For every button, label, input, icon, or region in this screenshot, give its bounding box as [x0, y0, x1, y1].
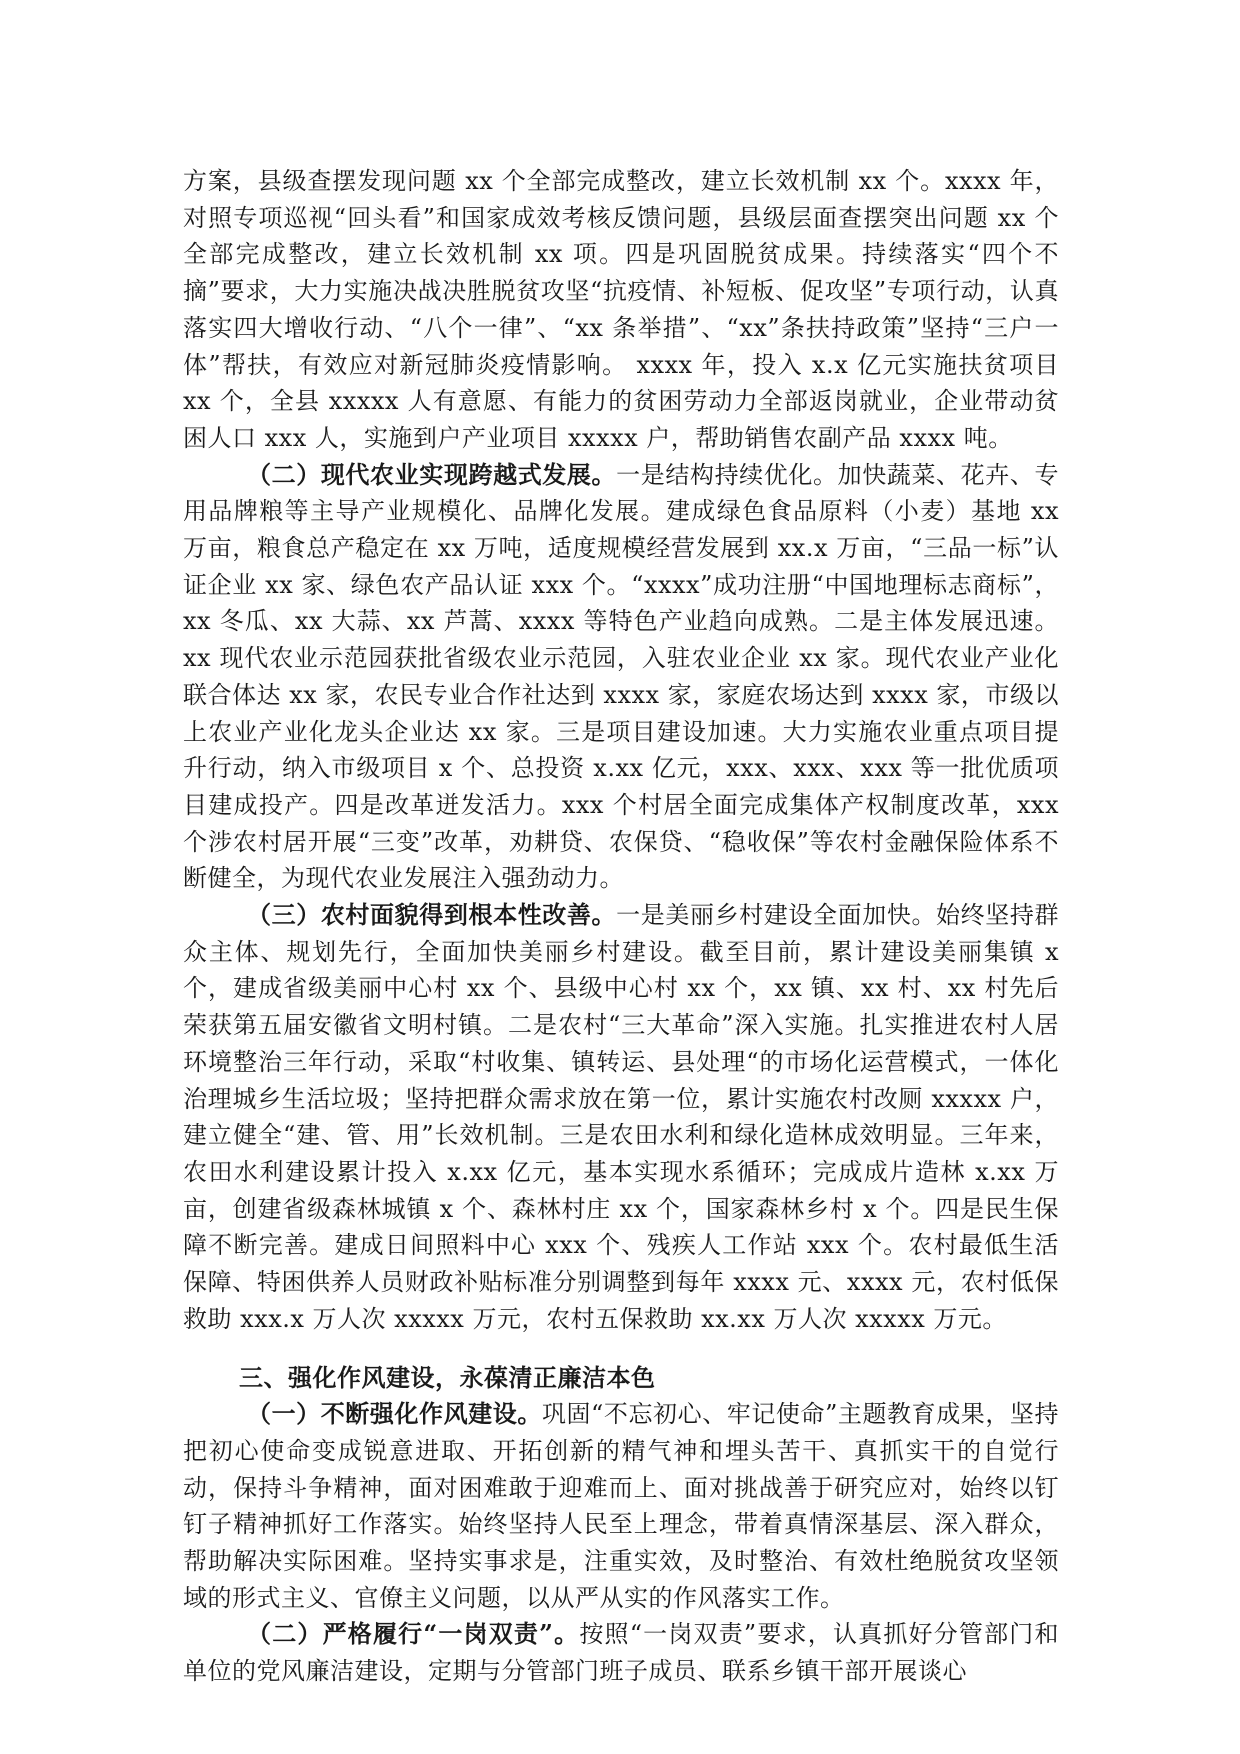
- paragraph-lead: （二）现代农业实现跨越式发展。: [247, 459, 617, 489]
- paragraph-rural-improvement: [183, 897, 1059, 1337]
- paragraph-poverty-results: [183, 163, 1059, 457]
- paragraph-text: 一是美丽乡村建设全面加快。始终坚持群众主体、规划先行，全面加快美丽乡村建设。截至目前，累计建设美丽集镇 x 个，建成省级美丽中心村 xx 个、县级中心村 xx 个，xx 镇、xx 村、xx 村先后荣获第五届安徽省文明村镇。二是农村“三大革命”深入实施。扎实推进农村人居环境整治三年行动，采取“村收集、镇转运、县处理“的市场化运营模式，一体化治理城乡生活垃圾；坚持把群众需求放在第一位，累计实施农村改厕 xxxxx 户，建立健全“建、管、用”长效机制。三是农田水利和绿化造林成效明显。三年来，农田水利建设累计投入 x.xx 亿元，基本实现水系循环；完成成片造林 x.xx 万亩，创建省级森林城镇 x 个、森林村庄 xx 个，国家森林乡村 x 个。四是民生保障不断完善。建成日间照料中心 xxx 个、残疾人工作站 xxx 个。农村最低生活保障、特困供养人员财政补贴标准分别调整到每年 xxxx 元、xxxx 元，农村低保救助 xxx.x 万人次 xxxxx 万元，农村五保救助 xx.xx 万人次 xxxxx 万元。: [183, 901, 1059, 1333]
- document-body: [183, 163, 1059, 1690]
- paragraph-lead: （一）不断强化作风建设。: [247, 1399, 542, 1429]
- paragraph-text: 按照“一岗双责”要求，认真抓好分管部门和单位的党风廉洁建设，定期与分管部门班子成员、联系乡镇干部开展谈心: [183, 1620, 1060, 1686]
- paragraph-work-style: [183, 1396, 1059, 1616]
- section-heading: 三、强化作风建设，永葆清正廉洁本色: [239, 1362, 656, 1392]
- paragraph-text: 巩固“不忘初心、牢记使命”主题教育成果，坚持把初心使命变成锐意进取、开拓创新的精气神和埋头苦干、真抓实干的自觉行动，保持斗争精神，面对困难敢于迎难而上、面对挑战善于研究应对，始终以钉钉子精神抓好工作落实。始终坚持人民至上理念，带着真情深基层、深入群众，帮助解决实际困难。坚持实事求是，注重实效，及时整治、有效杜绝脱贫攻坚领域的形式主义、官僚主义问题，以从严从实的作风落实工作。: [183, 1400, 1060, 1612]
- paragraph-text: 方案，县级查摆发现问题 xx 个全部完成整改，建立长效机制 xx 个。xxxx 年，对照专项巡视“回头看”和国家成效考核反馈问题，县级层面查摆突出问题 xx 个全部完成整改，建立长效机制 xx 项。四是巩固脱贫成果。持续落实“四个不摘”要求，大力实施决战决胜脱贫攻坚“抗疫情、补短板、促攻坚”专项行动，认真落实四大增收行动、“八个一律”、“xx 条举措”、“xx”条扶持政策”坚持“三户一体”帮扶，有效应对新冠肺炎疫情影响。 xxxx 年，投入 x.x 亿元实施扶贫项目 xx 个，全县 xxxxx 人有意愿、有能力的贫困劳动力全部返岗就业，企业带动贫困人口 xxx 人，实施到户产业项目 xxxxx 户，帮助销售农副产品 xxxx 吨。: [183, 167, 1059, 452]
- paragraph-text: 一是结构持续优化。加快蔬菜、花卉、专用品牌粮等主导产业规模化、品牌化发展。建成绿色食品原料（小麦）基地 xx 万亩，粮食总产稳定在 xx 万吨，适度规模经营发展到 xx.x 万亩，“三品一标”认证企业 xx 家、绿色农产品认证 xxx 个。“xxxx”成功注册“中国地理标志商标”，xx 冬瓜、xx 大蒜、xx 芦蒿、xxxx 等特色产业趋向成熟。二是主体发展迅速。xx 现代农业示范园获批省级农业示范园，入驻农业企业 xx 家。现代农业产业化联合体达 xx 家，农民专业合作社达到 xxxx 家，家庭农场达到 xxxx 家，市级以上农业产业化龙头企业达 xx 家。三是项目建设加速。大力实施农业重点项目提升行动，纳入市级项目 x 个、总投资 x.xx 亿元，xxx、xxx、xxx 等一批优质项目建成投产。四是改革迸发活力。xxx 个村居全面完成集体产权制度改革，xxx 个涉农村居开展“三变”改革，劝耕贷、农保贷、“稳收保”等农村金融保险体系不断健全，为现代农业发展注入强劲动力。: [183, 460, 1059, 893]
- paragraph-lead: （二）严格履行“一岗双责”。: [247, 1619, 580, 1649]
- paragraph-lead: （三）农村面貌得到根本性改善。: [247, 900, 617, 930]
- paragraph-modern-agriculture: [183, 457, 1059, 897]
- paragraph-dual-responsibility: [183, 1616, 1059, 1689]
